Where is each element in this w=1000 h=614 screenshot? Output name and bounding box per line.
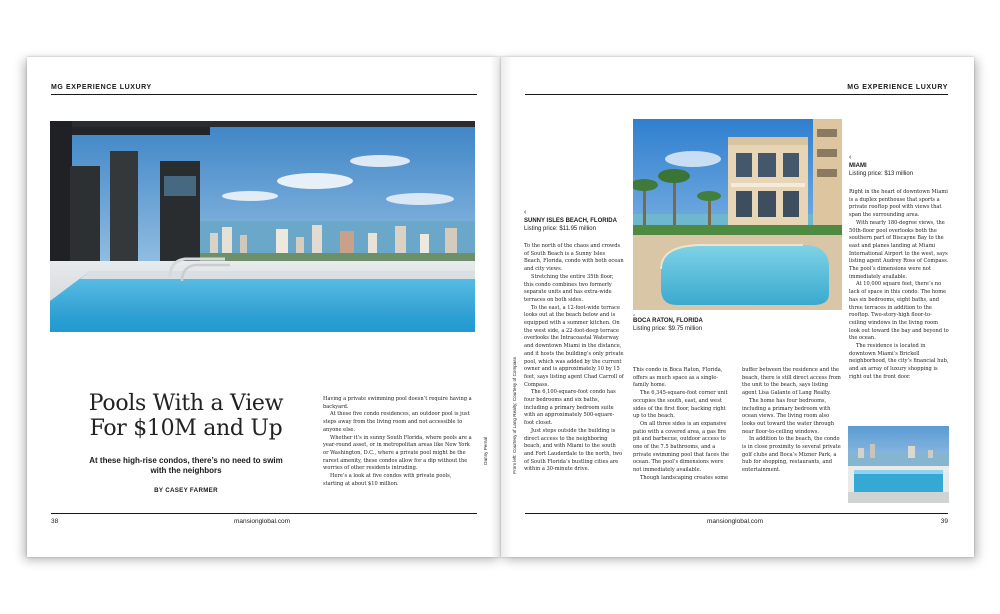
body-paragraph: The 6,345-square-foot corner unit occupies the south, east, and west sides of the first floor, backing right up to the beach.: [633, 390, 728, 420]
boca-photo-illustration: [633, 119, 842, 310]
body-paragraph: buffer between the residence and the beach, there is still direct access from the unit to the beach, says listing agent Lisa Galante of Lang Realty.: [742, 367, 841, 397]
boca-raton-pool-photo: [633, 119, 842, 310]
page-number: 38: [51, 518, 59, 525]
body-paragraph: To the east, a 12-foot-wide terrace looks out at the beach below and is equipped with a summer kitchen. On the west side, a 22-foot-deep terrace overlooks the Intracoastal Waterway and downtown Miami in the distance, and it hosts the building’s only private pool, which was added by the current owner and is approximately 10 by 15 feet, says listing agent Chad Carroll of Compass.: [524, 304, 624, 388]
top-rule: [525, 94, 948, 95]
body-paragraph: Stretching the entire 35th floor, this condo combines two formerly separate units and has extra-wide terraces on both sides.: [524, 273, 614, 303]
miami-pool-photo: [848, 426, 949, 503]
body-paragraph: In addition to the beach, the condo is in close proximity to several private golf clubs and Boca’s Mizner Park, a hub for shopping, restaurants, and entertainment.: [742, 436, 841, 474]
location-name: BOCA RATON, FLORIDA: [633, 318, 703, 324]
left-page: [27, 57, 501, 557]
page-number: 39: [940, 518, 948, 525]
sunny-isles-column: [524, 243, 624, 474]
boca-raton-column-1: [633, 367, 733, 483]
bottom-rule: [51, 513, 477, 514]
body-paragraph: The residence is located in downtown Miami’s Brickell neighborhood, the city’s financial hub, and an array of luxury shopping is right out the front door.: [849, 343, 949, 380]
body-paragraph: Just steps outside the building is direct access to the neighboring beach, and with Miami to the south and Fort Lauderdale to the north, two of South Florida’s bustling cities are within a 30-minute drive.: [524, 427, 623, 473]
boca-raton-heading: [633, 309, 753, 333]
bottom-rule: [525, 513, 948, 514]
left-arrow-icon: ‹: [524, 209, 527, 216]
article-headline: [71, 391, 301, 441]
right-page: [501, 57, 974, 557]
intro-column: [323, 396, 473, 488]
photo-credit-right: From left: Courtesy of Lang Realty; Courtesy of Compass: [512, 357, 517, 474]
location-name: SUNNY ISLES BEACH, FLORIDA: [524, 218, 617, 224]
body-paragraph: To the north of the chaos and crowds of South Beach is a Sunny Isles Beach, Florida, condo with both ocean and city views.: [524, 243, 624, 273]
body-paragraph: Though landscaping creates some: [640, 474, 729, 481]
body-paragraph: This condo in Boca Raton, Florida, offers as much space as a single-family home.: [633, 367, 723, 389]
pool-photo-illustration: [50, 121, 475, 332]
body-paragraph: Right in the heart of downtown Miami is a duplex penthouse that sports a private rooftop pool with views that span the surrounding area.: [849, 189, 948, 219]
body-paragraph: At 10,000 square feet, there’s no lack of space in this condo. The home has six bedrooms, eight baths, and three terraces in addition to the rooftop. Two-story-high floor-to-ceiling windows in the living room look out toward the bay and beyond to the ocean.: [849, 281, 949, 342]
location-name: MIAMI: [849, 163, 867, 169]
listing-price: Listing price: $11.95 million: [524, 226, 596, 232]
body-paragraph: With nearly 180-degree views, the 50th-floor pool overlooks both the southern part of Biscayne Bay to the east and planes landing at Miami International Airport to the west, says listing agent Audrey Ross of Compass. The pool’s dimensions were not immediately available.: [849, 219, 949, 280]
intro-paragraph: Having a private swimming pool doesn’t require having a backyard.: [323, 396, 472, 410]
article-byline: BY CASEY FARMER: [154, 487, 218, 494]
sunny-isles-pool-photo: [50, 121, 475, 332]
body-paragraph: The home has four bedrooms, including a primary bedroom with ocean views. The living room also looks out toward the water through near floor-to-ceiling windows.: [742, 397, 835, 435]
miami-photo-illustration: [848, 426, 949, 503]
listing-price: Listing price: $9.75 million: [633, 326, 703, 332]
boca-raton-column-2: [742, 367, 842, 475]
miami-column: [849, 189, 949, 382]
article-dek: At these high-rise condos, there’s no need to swim with the neighbors: [89, 456, 283, 475]
footer-url: mansionglobal.com: [234, 518, 291, 525]
section-label: MG EXPERIENCE LUXURY: [51, 84, 152, 91]
photo-credit-left: Danny Pernal: [483, 437, 488, 465]
intro-paragraph: Here’s a look at five condos with private pools, starting at about $10 million.: [323, 473, 452, 487]
section-label: MG EXPERIENCE LUXURY: [847, 84, 948, 91]
top-rule: [51, 94, 477, 95]
headline-line-1: Pools With a View: [88, 391, 284, 416]
body-paragraph: On all three sides is an expansive patio with a covered area, a gas fire pit and barbecue, outdoor access to one of the 7.5 bathrooms, and a private swimming pool that faces the ocean. The pool’s dimensions were not immediately available.: [633, 420, 730, 474]
miami-heading: [849, 154, 949, 178]
body-paragraph: The 6,100-square-foot condo has four bedrooms and six baths, including a primary bedroom suite with an approximately 500-square-foot closet.: [524, 389, 616, 427]
intro-paragraph: Whether it’s in sunny South Florida, where pools are a year-round asset, or in metropolitan areas like New York or Washington, D.C., where a private pool might be the rarest amenity, these condos allow for a dip without the worries of other residents intruding.: [323, 434, 472, 472]
headline-line-2: For $10M and Up: [89, 416, 283, 441]
intro-paragraph: At these five condo residences, an outdoor pool is just steps away from the living room and not accessible to anyone else.: [323, 411, 470, 433]
footer-url: mansionglobal.com: [707, 518, 764, 525]
sunny-isles-heading: [524, 209, 624, 233]
up-arrow-icon: ‸: [633, 309, 636, 316]
listing-price: Listing price: $13 million: [849, 171, 914, 177]
left-arrow-icon: ‹: [849, 154, 852, 161]
